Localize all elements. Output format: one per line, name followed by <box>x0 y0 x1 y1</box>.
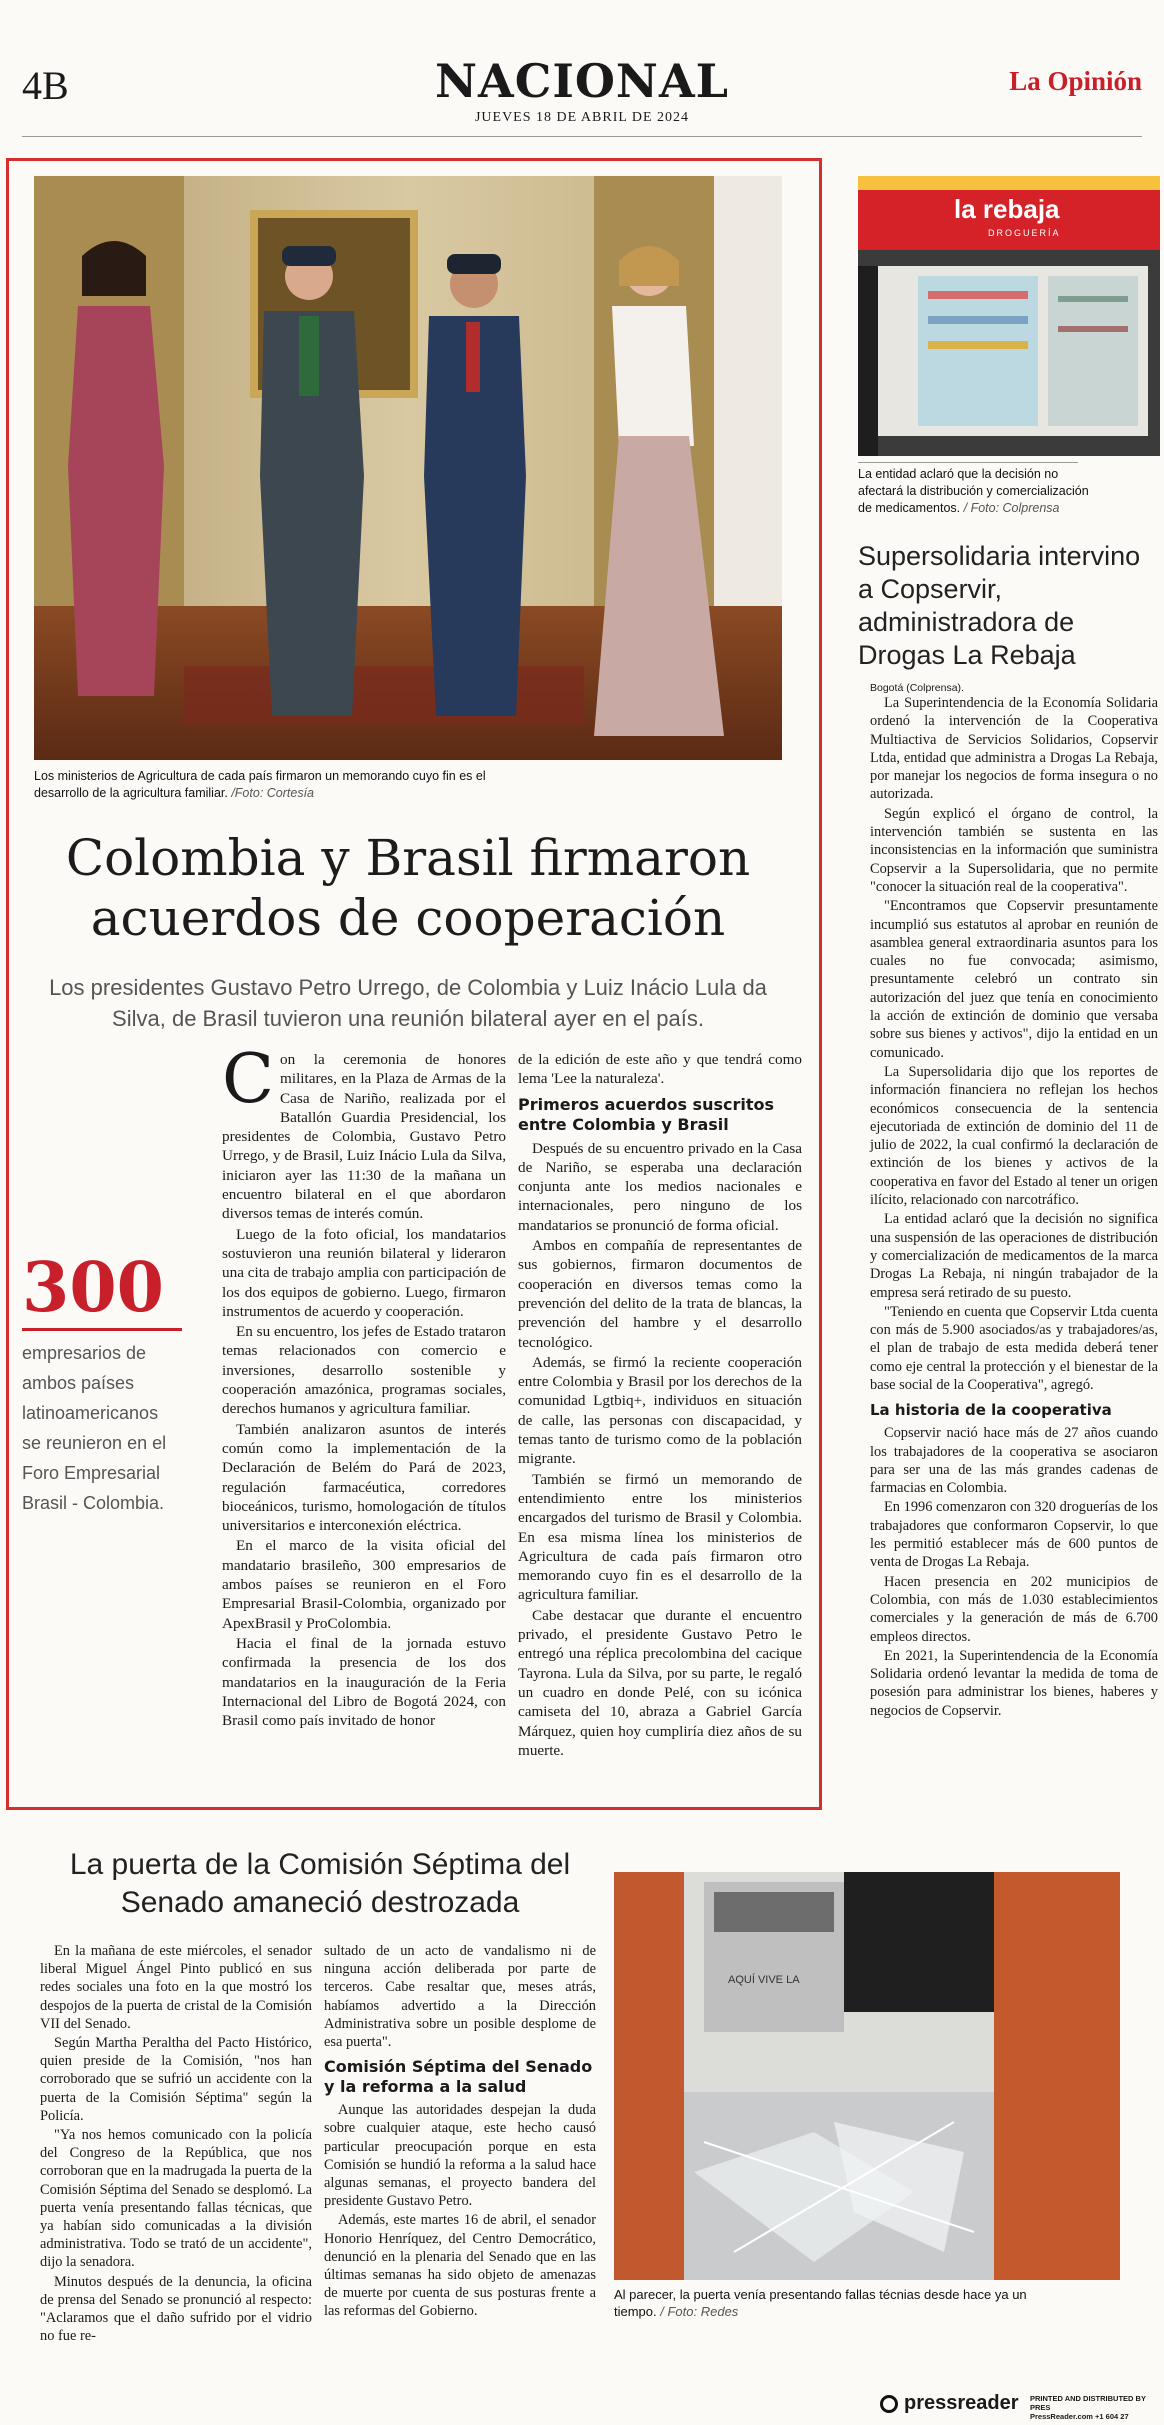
door-sign-text: AQUÍ VIVE LA <box>728 1974 800 1986</box>
bottom-photo-caption <box>614 2286 1034 2320</box>
bottom-headline[interactable]: La puerta de la Comisión Séptima del Senado amaneció destrozada <box>69 1848 571 1919</box>
main-col1-p0-text: on la ceremonia de honores militares, en la Plaza de Armas de la Casa de Nariño, realizada por el Batallón Guardia Presidencial, los presidentes de Colombia, Gustavo Petro Urrego, y de Brasil, Luiz Inácio Lula da Silva, iniciaron ayer las 11:30 de la mañana un encuentro bilateral en el que abordaron diversos temas de interés común. <box>222 1051 506 1223</box>
bottom-col2-subhead: Comisión Séptima del Senado y la reforma a la salud <box>324 2057 593 2097</box>
callout-number: 300 <box>22 1248 164 1328</box>
main-col2-p2: Además, se firmó la reciente cooperación entre Colombia y Brasil por los derechos de la comunidad Lgtbiq+, individuos en situación de calle, las personas con discapacidad, y temas tanto de turismo como de la población migrante. <box>518 1353 802 1468</box>
side-p8: Hacen presencia en 202 municipios de Colombia, con más de 1.030 establecimientos comerciales y la generación de más de 6.700 empleos directos. <box>870 1573 1158 1645</box>
newspaper-logo[interactable]: La Opinión <box>1009 66 1142 96</box>
callout-text: empresarios de ambos países latinoamericanos se reunieron en el Foro Empresarial Brasil - Colombia. <box>22 1343 167 1513</box>
main-col2-intro: de la edición de este año y que tendrá como lema 'Lee la naturaleza'. <box>518 1051 802 1088</box>
side-dateline: Bogotá (Colprensa). <box>870 682 964 694</box>
bottom-col1-p2: "Ya nos hemos comunicado con la policía del Congreso de la República, que nos corroboran que en la madrugada la puerta de la Comisión Séptima del Senado se desplomó. La puerta venía presentando fallas técnicas, que ya habían sido comunicadas a la división administrativa. Todo se trató de un accidente", dijo la senadora. <box>40 2127 312 2271</box>
side-subhead: La historia de la cooperativa <box>870 1401 1112 1420</box>
main-photo-caption-text: Los ministerios de Agricultura de cada país firmaron un memorando cuyo fin es el desarrollo de la agricultura familiar. <box>34 769 486 800</box>
footer-brand[interactable] <box>880 2392 1019 2415</box>
main-column-1 <box>222 1040 506 1731</box>
callout-bar <box>22 1328 182 1331</box>
main-column-2 <box>518 1050 802 1761</box>
main-lede: Los presidentes Gustavo Petro Urrego, de Colombia y Luiz Inácio Lula da Silva, de Brasil tuvieron una reunión bilateral ayer en el país. <box>49 975 767 1031</box>
side-photo-rule <box>858 462 1078 463</box>
bottom-col1-p3: Minutos después de la denuncia, la oficina de prensa del Senado se pronunció al respecto: "Aclaramos que el daño sufrido por el vidrio no fue re- <box>40 2273 312 2345</box>
bottom-story-photo <box>614 1872 1120 2280</box>
main-headline[interactable]: Colombia y Brasil firmaron acuerdos de cooperación <box>65 829 751 947</box>
drop-cap: C <box>222 1040 275 1119</box>
side-p2: "Encontramos que Copservir presuntamente incumplió sus estatutos al aprobar en reunión de asamblea general extraordinaria asuntos para los cuales no fue convocada; asimismo, presuntamente celebró un contrato sin autorización del juez que tenía en conocimiento la acción de extinción de dominio que versaba sobre sus bienes y activos", dijo la entidad en un comunicado. <box>870 898 1158 1061</box>
main-col1-p0 <box>222 1040 506 1224</box>
bottom-col1-p1: Según Martha Peraltha del Pacto Histórico, quien preside de la Comisión, "nos han corroborado que se sufrió un accidente con la puerta de la Comisión Séptima" según la Policía. <box>40 2035 312 2124</box>
footer-line1: PRINTED AND DISTRIBUTED BY PRES <box>1030 2394 1146 2412</box>
side-p7: En 1996 comenzaron con 320 droguerías de los trabajadores que conformaron Copservir, lo que les permitió establecer más de 600 puntos de venta de Drogas La Rebaja. <box>870 1499 1158 1571</box>
main-col2-p3: También se firmó un memorando de entendimiento entre los ministerios encargados del turismo de Brasil y Colombia. En esa misma línea los ministerios de Agricultura de cada país firmaron otro memorando cuyo fin es el desarrollo de la agricultura familiar. <box>518 1470 802 1604</box>
side-p5: "Teniendo en cuenta que Copservir Ltda cuenta con más de 5.900 asociados/as y trabajadores/as, el plan de trabajo de esta medida deberá tener como eje central la protección y el bienestar de la base social de la Cooperativa", agregó. <box>870 1303 1158 1393</box>
main-story-photo <box>34 176 782 760</box>
presidents-photo-illustration <box>34 176 782 760</box>
masthead-rule <box>22 136 1142 137</box>
bottom-col2-p0: Aunque las autoridades despejan la duda sobre cualquier ataque, este hecho causó particular preocupación porque en esta Comisión se hundió la reforma a la salud hace algunas semanas, el proyecto bandera del presidente Gustavo Petro. <box>324 2102 596 2210</box>
pharmacy-sign-sub: DROGUERÍA <box>988 228 1061 238</box>
side-headline[interactable]: Supersolidaria intervino a Copservir, administradora de Drogas La Rebaja <box>858 541 1141 670</box>
bottom-col2-intro: sultado de un acto de vandalismo ni de ninguna acción deliberada por parte de terceros. Cabe resaltar que, meses atrás, habíamos advertido a la Dirección Administrativa sobre un posible desplome de esa puerta". <box>324 1943 596 2051</box>
bottom-column-1 <box>40 1942 312 2346</box>
bottom-photo-credit: / Foto: Redes <box>660 2304 739 2319</box>
side-photo-credit: / Foto: Colprensa <box>963 501 1060 515</box>
side-p3: La Supersolidaria dijo que los reportes de información financiera no reflejan los hechos económicos consecuencia de la sentencia ejecutoriada de extinción de dominio del 11 de julio de 2022, la cual confirmó la declaración de extinción de los bienes y activos de la cooperativa en favor del Estado al tener un origen ilícito, relacionado con narcotráfico. <box>870 1063 1158 1209</box>
side-p1: Según explicó el órgano de control, la intervención también se sustenta en las inconsistencias en la información que suministra Copservir a la Supersolidaria, que no permite "conocer la situación real de la cooperativa". <box>870 805 1158 895</box>
main-col2-p0: Después de su encuentro privado en la Casa de Nariño, se esperaba una declaración conjunta ante los medios nacionales e internacionales, pero ninguno de los mandatarios se pronunció de forma oficial. <box>518 1139 802 1234</box>
main-col1-p2: En su encuentro, los jefes de Estado trataron temas relacionados con comercio e inversiones, desarrollo sostenible y cooperación amazónica, programas sociales, derechos humanos y agricultura familiar. <box>222 1323 506 1418</box>
main-col2-p4: Cabe destacar que durante el encuentro privado, el presidente Gustavo Petro le entregó una réplica precolombina del cacique Tayrona. Lula da Silva, por su parte, le regaló un cuadro en donde Pelé, con su icónica camiseta del 10, abraza a Gabriel García Márquez, quien hoy cumpliría diez años de su muerte. <box>518 1606 802 1759</box>
side-column <box>870 694 1158 1721</box>
side-p6: Copservir nació hace más de 27 años cuando los trabajadores de la cooperativa se asociaron para ser una de las más grandes cadenas de farmacias en Colombia. <box>870 1425 1158 1497</box>
section-title: NACIONAL <box>434 54 730 108</box>
main-col1-p4: En el marco de la visita oficial del mandatario brasileño, 300 empresarios de ambos países se reunieron en el Foro Empresarial Brasil-Colombia, organizado por ApexBrasil y ProColombia. <box>222 1537 506 1632</box>
side-p4: La entidad aclaró que la decisión no significa una suspensión de las operaciones de distribución y comercialización de medicamentos de la marca Drogas La Rebaja, ni ningún trabajador de la empresa será retirado de su puesto. <box>870 1211 1158 1301</box>
bottom-column-2 <box>324 1942 596 2322</box>
broken-door-illustration <box>614 1872 1120 2280</box>
side-photo-caption <box>858 466 1103 517</box>
side-p9: En 2021, la Superintendencia de la Economía Solidaria ordenó levantar la medida de toma de posesión para administrar los bienes, haberes y negocios de Copservir. <box>870 1647 1158 1719</box>
pharmacy-sign: la rebaja <box>954 194 1060 224</box>
bottom-col1-p0: En la mañana de este miércoles, el senador liberal Miguel Ángel Pinto publicó en sus redes sociales una foto en la que mostró los despojos de la puerta de cristal de la Comisión VII del Senado. <box>40 1943 312 2032</box>
pressreader-logo-icon <box>880 2395 898 2413</box>
bottom-photo-caption-text: Al parecer, la puerta venía presentando fallas técnias desde hace ya un tiempo. <box>614 2287 1027 2319</box>
main-col1-p3: También analizaron asuntos de interés común como la implementación de la Declaración de Belém do Pará de 2023, regulación farmacéutica, corredores bioceánicos, turismo, homologación de títulos universitarios e interconexión eléctrica. <box>222 1420 506 1535</box>
main-photo-caption <box>34 768 534 802</box>
side-story-photo <box>858 176 1160 456</box>
side-p0: La Superintendencia de la Economía Solidaria ordenó la intervención de la Cooperativa Multiactiva de Servicios Solidarios, Copservir Ltda, entidad que administra a Drogas La Rebaja, por manejar los negocios de forma insegura o no autorizada. <box>870 695 1158 803</box>
issue-date: JUEVES 18 DE ABRIL DE 2024 <box>474 110 690 125</box>
main-col1-p5: Hacia el final de la jornada estuvo confirmada la presencia de los dos mandatarios en la inauguración de la Feria Internacional del Libro de Bogotá 2024, con Brasil como país invitado de honor <box>222 1634 506 1730</box>
main-photo-credit: /Foto: Cortesía <box>231 786 315 800</box>
main-col2-subhead: Primeros acuerdos suscritos entre Colombia y Brasil <box>518 1094 775 1134</box>
footer-distribution <box>1030 2394 1162 2421</box>
side-photo-caption-text: La entidad aclaró que la decisión no afectará la distribución y comercialización de medicamentos. <box>858 467 1089 515</box>
main-col1-p1: Luego de la foto oficial, los mandatarios sostuvieron una reunión bilateral y lideraron una cita de trabajo amplia con participación de los dos equipos de gobierno. Luego, firmaron instrumentos de acuerdo y cooperación. <box>222 1225 506 1320</box>
main-col2-p1: Ambos en compañía de representantes de sus gobiernos, firmaron documentos de cooperación en diversos temas como la prevención del delito de la trata de blancas, la prevención del hambre y el desarrollo tecnológico. <box>518 1237 802 1351</box>
footer-line2: PressReader.com +1 604 27 <box>1030 2412 1129 2421</box>
page-number: 4B <box>22 63 69 108</box>
footer-logo: pressreader <box>904 2392 1019 2414</box>
bottom-col2-p1: Además, este martes 16 de abril, el senador Honorio Henríquez, del Centro Democrático, denunció en la plenaria del Senado que en las últimas semanas ha sido objeto de amenazas de muerte por cuenta de sus posturas frente a las reformas del Gobierno. <box>324 2212 596 2320</box>
